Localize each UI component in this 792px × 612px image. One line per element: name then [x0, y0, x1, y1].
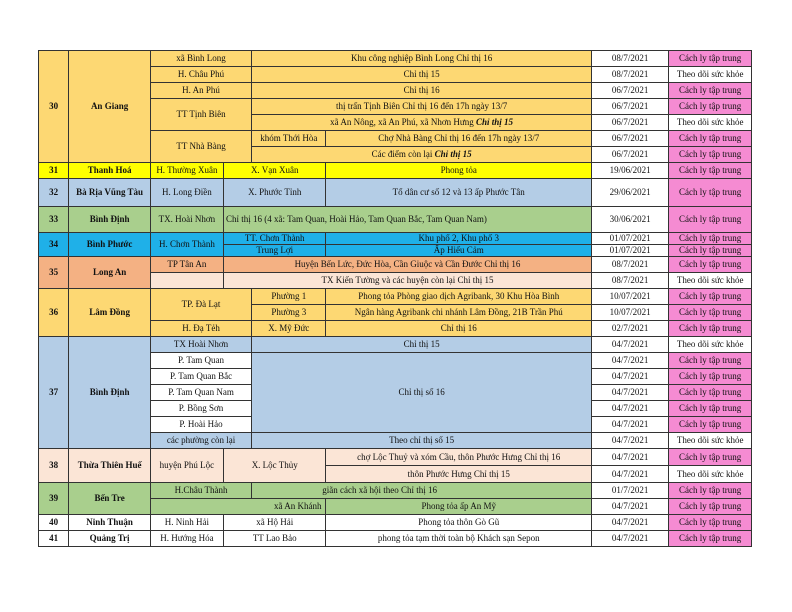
- row-number: 32: [39, 179, 69, 207]
- district-cell: TP Tân An: [150, 257, 223, 273]
- date-cell: 04/7/2021: [591, 433, 668, 449]
- district-cell: H.Châu Thành: [150, 483, 251, 499]
- status-cell: Cách ly tập trung: [669, 51, 752, 67]
- district-cell: H. Hướng Hóa: [150, 531, 223, 547]
- status-cell: Theo dõi sức khỏe: [669, 337, 752, 353]
- ward-cell: X. Lộc Thủy: [224, 449, 326, 483]
- measure-description: phong tỏa tạm thời toàn bộ Khách sạn Sepon: [326, 531, 592, 547]
- status-cell: Theo dõi sức khỏe: [669, 433, 752, 449]
- status-cell: Cách ly tập trung: [669, 531, 752, 547]
- row-number: 34: [39, 233, 69, 257]
- province-name: Lâm Đồng: [69, 289, 151, 337]
- date-cell: 04/7/2021: [591, 515, 668, 531]
- district-cell: H. Châu Phú: [150, 67, 251, 83]
- date-cell: 06/7/2021: [591, 83, 668, 99]
- date-cell: 08/7/2021: [591, 257, 668, 273]
- district-cell: TT Tịnh Biên: [150, 99, 251, 131]
- measure-description: Chỉ thị 16: [252, 83, 592, 99]
- ward-cell: khóm Thới Hòa: [252, 131, 326, 147]
- district-cell: H. An Phú: [150, 83, 251, 99]
- ward-cell: X. Vạn Xuân: [224, 163, 326, 179]
- row-number: 40: [39, 515, 69, 531]
- date-cell: 01/7/2021: [591, 483, 668, 499]
- status-cell: Cách ly tập trung: [669, 401, 752, 417]
- ward-cell: X. Mỹ Đức: [252, 321, 326, 337]
- district-cell: H. Đạ Tẻh: [150, 321, 251, 337]
- status-cell: Cách ly tập trung: [669, 289, 752, 305]
- province-name: Bà Rịa Vũng Tàu: [69, 179, 151, 207]
- status-cell: Cách ly tập trung: [669, 321, 752, 337]
- measure-description: thôn Phước Hưng Chỉ thị 15: [326, 466, 592, 483]
- status-cell: Cách ly tập trung: [669, 499, 752, 515]
- table-row: [39, 51, 752, 67]
- row-number: 37: [39, 337, 69, 449]
- status-cell: Cách ly tập trung: [669, 417, 752, 433]
- status-cell: Theo dõi sức khỏe: [669, 115, 752, 131]
- date-cell: 04/7/2021: [591, 337, 668, 353]
- date-cell: 30/06/2021: [591, 207, 668, 233]
- measure-description: [252, 147, 592, 163]
- ward-cell: Phường 1: [252, 289, 326, 305]
- empty-cell: [150, 273, 223, 289]
- measure-description: TX Kiến Tường và các huyện còn lại Chỉ thị 15: [224, 273, 592, 289]
- status-cell: Cách ly tập trung: [669, 305, 752, 321]
- date-cell: 04/7/2021: [591, 449, 668, 466]
- district-cell: TX Hoài Nhơn: [150, 337, 251, 353]
- measure-description: Chỉ thị 16: [326, 321, 592, 337]
- status-cell: Cách ly tập trung: [669, 449, 752, 466]
- row-number: 36: [39, 289, 69, 337]
- status-cell: Theo dõi sức khỏe: [669, 466, 752, 483]
- ward-cell: X. Phước Tỉnh: [224, 179, 326, 207]
- status-cell: Theo dõi sức khỏe: [669, 67, 752, 83]
- date-cell: 04/7/2021: [591, 385, 668, 401]
- province-name: Bình Định: [69, 337, 151, 449]
- province-name: Bến Tre: [69, 483, 151, 515]
- date-cell: 04/7/2021: [591, 401, 668, 417]
- date-cell: 10/07/2021: [591, 289, 668, 305]
- measure-description: Chỉ thị 15: [252, 337, 592, 353]
- measure-description: Theo chỉ thị số 15: [252, 433, 592, 449]
- date-cell: 10/07/2021: [591, 305, 668, 321]
- measure-description: Ấp Hiếu Cảm: [326, 245, 592, 257]
- date-cell: 08/7/2021: [591, 67, 668, 83]
- date-cell: 02/7/2021: [591, 321, 668, 337]
- province-name: Bình Định: [69, 207, 151, 233]
- status-cell: Cách ly tập trung: [669, 99, 752, 115]
- status-cell: Cách ly tập trung: [669, 131, 752, 147]
- covid-measures-table: [38, 50, 752, 547]
- ward-cell: Trung Lợi: [224, 245, 326, 257]
- district-cell: huyện Phú Lộc: [150, 449, 223, 483]
- status-cell: Cách ly tập trung: [669, 163, 752, 179]
- measure-description: Khu phố 2, Khu phố 3: [326, 233, 592, 245]
- row-number: 33: [39, 207, 69, 233]
- table-row: [39, 515, 752, 531]
- district-cell: P. Tam Quan Nam: [150, 385, 251, 401]
- district-cell: P. Tam Quan: [150, 353, 251, 369]
- table-row: [39, 233, 752, 245]
- province-name: Thừa Thiên Huế: [69, 449, 151, 483]
- status-cell: Theo dõi sức khỏe: [669, 273, 752, 289]
- measure-description: Phong tỏa: [326, 163, 592, 179]
- table-row: [39, 179, 752, 207]
- row-number: 39: [39, 483, 69, 515]
- district-cell: P. Tam Quan Bắc: [150, 369, 251, 385]
- date-cell: 08/7/2021: [591, 273, 668, 289]
- date-cell: 06/7/2021: [591, 131, 668, 147]
- status-cell: Cách ly tập trung: [669, 83, 752, 99]
- province-name: An Giang: [69, 51, 151, 163]
- status-cell: Cách ly tập trung: [669, 483, 752, 499]
- ward-cell: xã Hộ Hải: [224, 515, 326, 531]
- date-cell: 01/07/2021: [591, 245, 668, 257]
- district-cell: TX. Hoài Nhơn: [150, 207, 223, 233]
- date-cell: 08/7/2021: [591, 51, 668, 67]
- table-row: [39, 163, 752, 179]
- province-name: Long An: [69, 257, 151, 289]
- status-cell: Cách ly tập trung: [669, 257, 752, 273]
- row-number: 35: [39, 257, 69, 289]
- directive-emphasis: Chỉ thị 15: [476, 117, 514, 127]
- measure-description: giãn cách xã hội theo Chỉ thị 16: [252, 483, 592, 499]
- measure-description: thị trấn Tịnh Biên Chỉ thị 16 đến 17h ngày 13/7: [252, 99, 592, 115]
- date-cell: 06/7/2021: [591, 147, 668, 163]
- date-cell: 01/07/2021: [591, 233, 668, 245]
- measure-description: Chỉ thị số 16: [252, 353, 592, 433]
- status-cell: Cách ly tập trung: [669, 385, 752, 401]
- district-cell: TP. Đà Lạt: [150, 289, 251, 321]
- status-cell: Cách ly tập trung: [669, 245, 752, 257]
- status-cell: Cách ly tập trung: [669, 353, 752, 369]
- row-number: 30: [39, 51, 69, 163]
- ward-cell: TT. Chơn Thành: [224, 233, 326, 245]
- measure-description: [252, 115, 592, 131]
- table-row: [39, 289, 752, 305]
- table-row: [39, 257, 752, 273]
- district-cell: H. Chơn Thành: [150, 233, 223, 257]
- measure-description: Chỉ thị 15: [252, 67, 592, 83]
- measure-description: Phong tỏa Phòng giao dịch Agribank, 30 Khu Hòa Bình: [326, 289, 592, 305]
- table-row: [39, 337, 752, 353]
- date-cell: 04/7/2021: [591, 466, 668, 483]
- measure-description: Ngân hàng Agribank chi nhánh Lâm Đồng, 21B Trần Phú: [326, 305, 592, 321]
- status-cell: Cách ly tập trung: [669, 179, 752, 207]
- date-cell: 04/7/2021: [591, 499, 668, 515]
- table-row: [39, 449, 752, 466]
- district-cell: H. Long Điền: [150, 179, 223, 207]
- measure-description: Chợ Nhà Bàng Chỉ thị 16 đến 17h ngày 13/7: [326, 131, 592, 147]
- row-number: 31: [39, 163, 69, 179]
- province-name: Ninh Thuận: [69, 515, 151, 531]
- date-cell: 04/7/2021: [591, 353, 668, 369]
- status-cell: Cách ly tập trung: [669, 207, 752, 233]
- district-cell: H. Thường Xuân: [150, 163, 223, 179]
- measure-description: Phong tỏa ấp An Mỹ: [326, 499, 592, 515]
- ward-cell: xã An Khánh: [150, 499, 326, 515]
- district-cell: các phường còn lại: [150, 433, 251, 449]
- measure-description: Chỉ thị 16 (4 xã: Tam Quan, Hoài Hảo, Tam Quan Bắc, Tam Quan Nam): [224, 207, 592, 233]
- province-name: Quảng Trị: [69, 531, 151, 547]
- measure-description: Phong tỏa thôn Gò Gũ: [326, 515, 592, 531]
- district-cell: xã Bình Long: [150, 51, 251, 67]
- province-name: Bình Phước: [69, 233, 151, 257]
- row-number: 41: [39, 531, 69, 547]
- table-row: [39, 531, 752, 547]
- date-cell: 06/7/2021: [591, 99, 668, 115]
- measure-description: Khu công nghiệp Bình Long Chỉ thị 16: [252, 51, 592, 67]
- row-number: 38: [39, 449, 69, 483]
- date-cell: 06/7/2021: [591, 115, 668, 131]
- date-cell: 19/06/2021: [591, 163, 668, 179]
- status-cell: Cách ly tập trung: [669, 147, 752, 163]
- date-cell: 04/7/2021: [591, 531, 668, 547]
- date-cell: 04/7/2021: [591, 417, 668, 433]
- district-cell: P. Hoài Hảo: [150, 417, 251, 433]
- measure-text: xã An Nông, xã An Phú, xã Nhơn Hưng: [330, 117, 477, 127]
- measure-description: chợ Lộc Thuỷ và xóm Cầu, thôn Phước Hưng Chỉ thị 16: [326, 449, 592, 466]
- ward-cell: Phường 3: [252, 305, 326, 321]
- district-cell: TT Nhà Bàng: [150, 131, 251, 163]
- measure-description: Tổ dân cư số 12 và 13 ấp Phước Tân: [326, 179, 592, 207]
- ward-cell: TT Lao Bảo: [224, 531, 326, 547]
- date-cell: 29/06/2021: [591, 179, 668, 207]
- status-cell: Cách ly tập trung: [669, 233, 752, 245]
- status-cell: Cách ly tập trung: [669, 515, 752, 531]
- status-cell: Cách ly tập trung: [669, 369, 752, 385]
- measure-text: Các điểm còn lại: [371, 149, 435, 159]
- province-name: Thanh Hoá: [69, 163, 151, 179]
- directive-emphasis: Chỉ thị 15: [434, 149, 472, 159]
- table-row: [39, 207, 752, 233]
- table-row: [39, 483, 752, 499]
- district-cell: P. Bồng Sơn: [150, 401, 251, 417]
- measure-description: Huyện Bến Lức, Đức Hòa, Cần Giuộc và Cần Đước Chỉ thị 16: [224, 257, 592, 273]
- district-cell: H. Ninh Hải: [150, 515, 223, 531]
- date-cell: 04/7/2021: [591, 369, 668, 385]
